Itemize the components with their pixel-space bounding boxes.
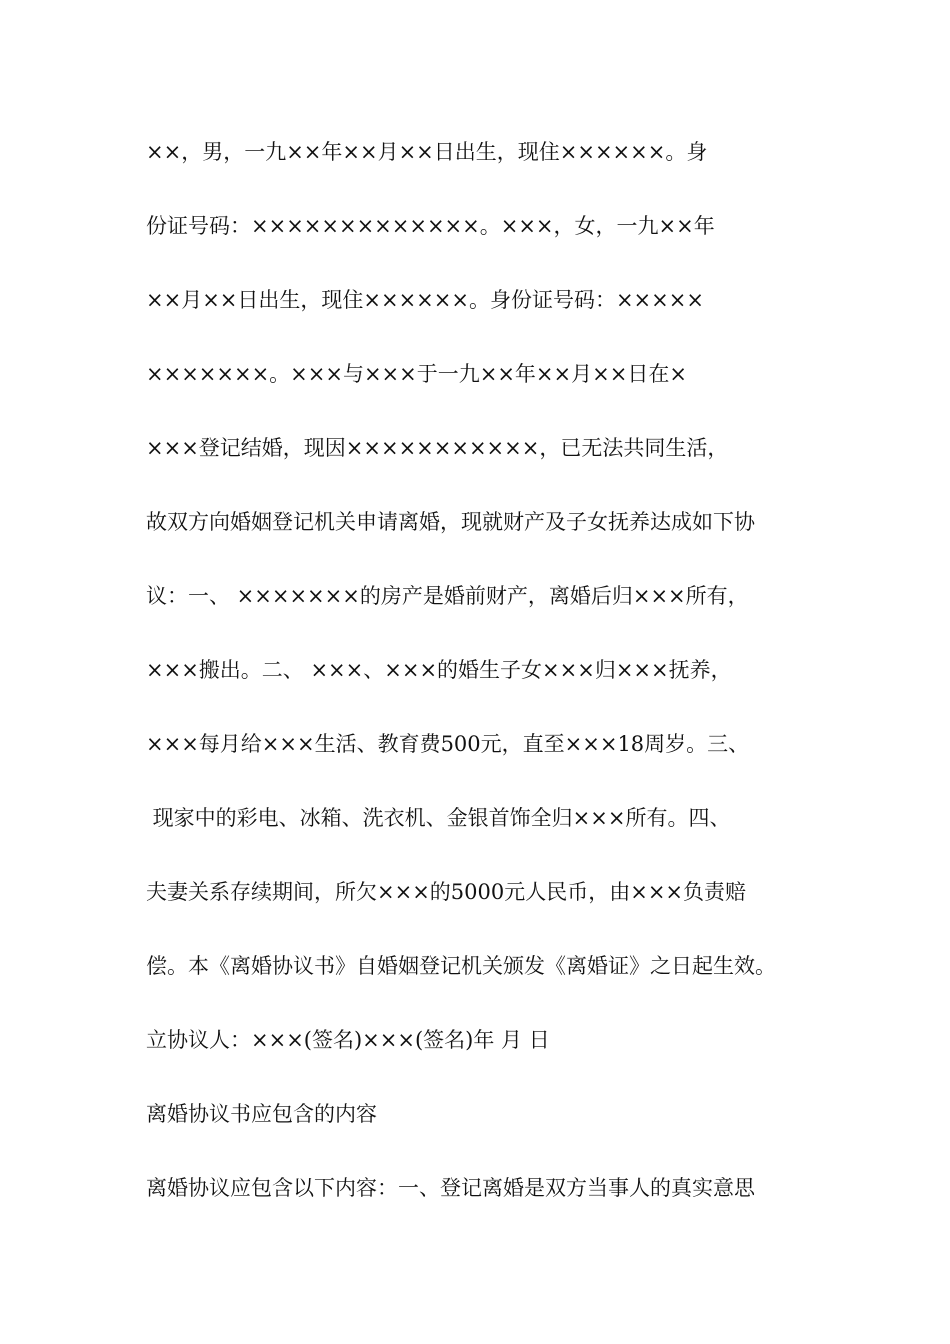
text-line: 夫妻关系存续期间，所欠×××的5000元人民币，由×××负责赔 bbox=[146, 880, 747, 904]
section-heading: 离婚协议书应包含的内容 bbox=[146, 1102, 377, 1126]
text-line: 份证号码：×××××××××××××。×××，女，一九××年 bbox=[146, 214, 715, 238]
text-line: 现家中的彩电、冰箱、洗衣机、金银首饰全归×××所有。四、 bbox=[146, 806, 731, 830]
text-line: ×××××××。×××与×××于一九××年××月××日在× bbox=[146, 362, 687, 386]
text-line: ×××每月给×××生活、教育费500元，直至×××18周岁。三、 bbox=[146, 732, 750, 756]
text-line: ×××搬出。二、 ×××、×××的婚生子女×××归×××抚养， bbox=[146, 658, 732, 682]
text-line: 偿。本《离婚协议书》自婚姻登记机关颁发《离婚证》之日起生效。 bbox=[146, 954, 776, 978]
text-line: ××月××日出生，现住××××××。身份证号码：××××× bbox=[146, 288, 704, 312]
signature-line: 立协议人：×××(签名)×××(签名)年 月 日 bbox=[146, 1028, 550, 1052]
text-line: ××，男，一九××年××月××日出生，现住××××××。身 bbox=[146, 140, 708, 164]
text-line: 离婚协议应包含以下内容：一、登记离婚是双方当事人的真实意思 bbox=[146, 1176, 755, 1200]
text-line: 议：一、 ×××××××的房产是婚前财产，离婚后归×××所有， bbox=[146, 584, 749, 608]
document-body bbox=[146, 130, 836, 1240]
text-line: 故双方向婚姻登记机关申请离婚，现就财产及子女抚养达成如下协 bbox=[146, 510, 755, 534]
text-line: ×××登记结婚，现因×××××××××××，已无法共同生活， bbox=[146, 436, 729, 460]
